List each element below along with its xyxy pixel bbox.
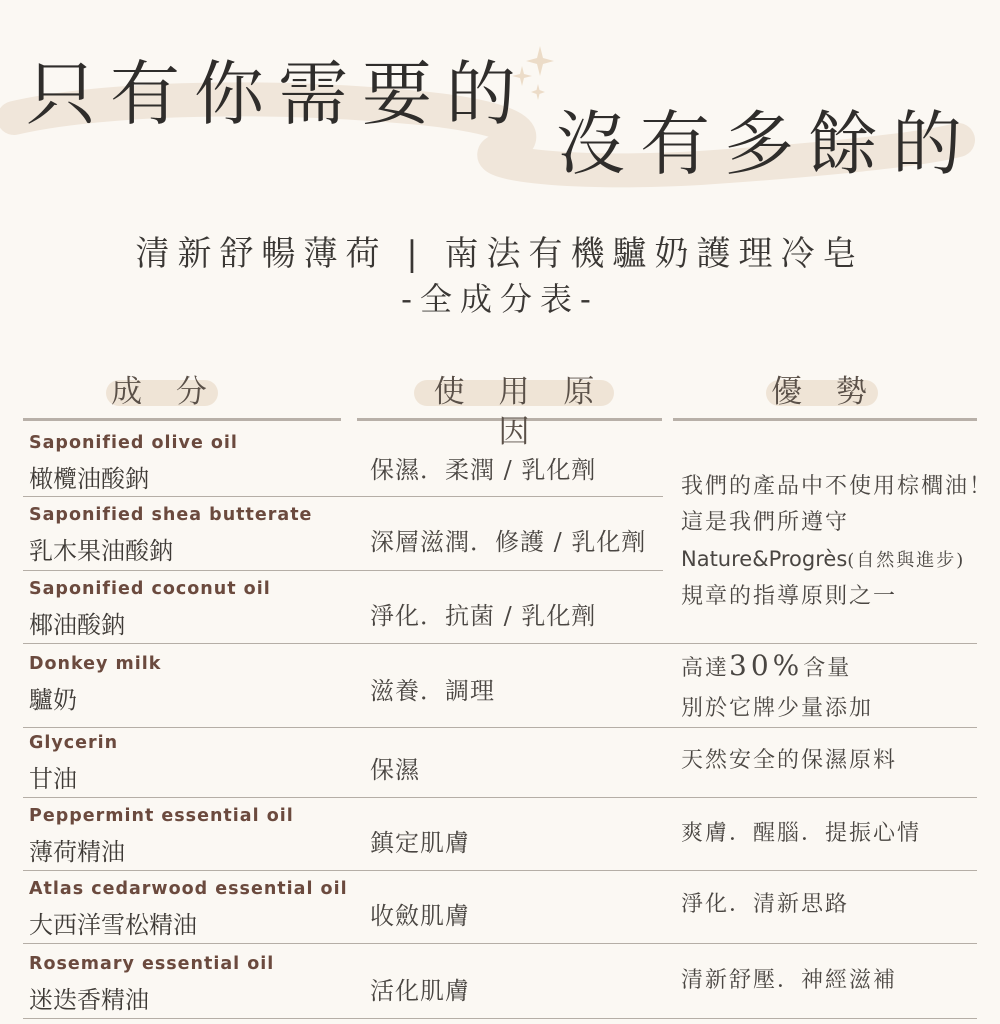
reason-text: 保濕．柔潤 / 乳化劑 — [370, 456, 597, 484]
table-row — [29, 954, 349, 1015]
reason-text: 保濕 — [370, 756, 420, 784]
row-divider — [23, 943, 977, 944]
ingredient-zh: 椰油酸鈉 — [29, 611, 125, 639]
header-reason: 使 用 原 因 — [410, 372, 630, 412]
table-row — [29, 806, 349, 867]
row-divider — [23, 870, 977, 871]
header-rule — [23, 418, 341, 421]
ingredient-en: Glycerin — [29, 733, 119, 753]
headline-line1: 只有你需要的 — [26, 53, 530, 135]
reason-text: 收斂肌膚 — [370, 902, 470, 930]
headline-line2: 沒有多餘的 — [556, 103, 976, 185]
advantage-rosemary: 清新舒壓．神經滋補 — [681, 968, 898, 993]
row-divider — [23, 797, 977, 798]
ingredient-zh: 驢奶 — [29, 686, 77, 714]
table-title: -全成分表- — [401, 280, 599, 318]
ingredient-zh: 橄欖油酸鈉 — [29, 465, 149, 493]
row-divider — [23, 496, 663, 497]
ingredient-en: Rosemary essential oil — [29, 954, 275, 974]
table-row — [29, 433, 349, 494]
table-row — [29, 733, 349, 794]
header-ingredient: 成 分 — [100, 372, 230, 412]
table-row — [29, 654, 349, 715]
ingredient-zh: 甘油 — [29, 765, 77, 793]
advantage-palm: 我們的產品中不使用棕櫚油！ 這是我們所遵守 Nature&Progrès(自然與進步) 規章的指導原則之一 — [681, 474, 994, 609]
reason-text: 鎮定肌膚 — [370, 829, 470, 857]
header-rule — [673, 418, 977, 421]
ingredient-zh: 薄荷精油 — [29, 838, 125, 866]
row-divider — [23, 1018, 977, 1019]
row-divider — [23, 643, 977, 644]
reason-text: 淨化．抗菌 / 乳化劑 — [370, 602, 597, 630]
ingredient-zh: 大西洋雪松精油 — [29, 911, 197, 939]
ingredient-zh: 乳木果油酸鈉 — [29, 537, 173, 565]
ingredient-en: Saponified olive oil — [29, 433, 238, 453]
table-row — [29, 879, 349, 940]
product-title: 清新舒暢薄荷 | 南法有機驢奶護理冷皂 — [135, 234, 865, 274]
ingredient-en: Atlas cedarwood essential oil — [29, 879, 348, 899]
advantage-milk: 高達30%含量 別於它牌少量添加 — [681, 649, 874, 721]
advantage-cedarwood: 淨化．清新思路 — [681, 892, 850, 917]
ingredient-en: Saponified coconut oil — [29, 579, 271, 599]
table-row — [29, 505, 349, 566]
reason-text: 深層滋潤．修護 / 乳化劑 — [370, 528, 647, 556]
table-row — [29, 579, 349, 640]
reason-text: 活化肌膚 — [370, 977, 470, 1005]
header-advantage: 優 勢 — [760, 372, 890, 412]
advantage-peppermint: 爽膚．醒腦．提振心情 — [681, 821, 922, 846]
ingredient-zh: 迷迭香精油 — [29, 986, 149, 1014]
ingredient-en: Saponified shea butterate — [29, 505, 313, 525]
ingredient-en: Donkey milk — [29, 654, 162, 674]
row-divider — [23, 570, 663, 571]
ingredient-en: Peppermint essential oil — [29, 806, 294, 826]
reason-text: 滋養．調理 — [370, 677, 495, 705]
advantage-glycerin: 天然安全的保濕原料 — [681, 748, 898, 773]
